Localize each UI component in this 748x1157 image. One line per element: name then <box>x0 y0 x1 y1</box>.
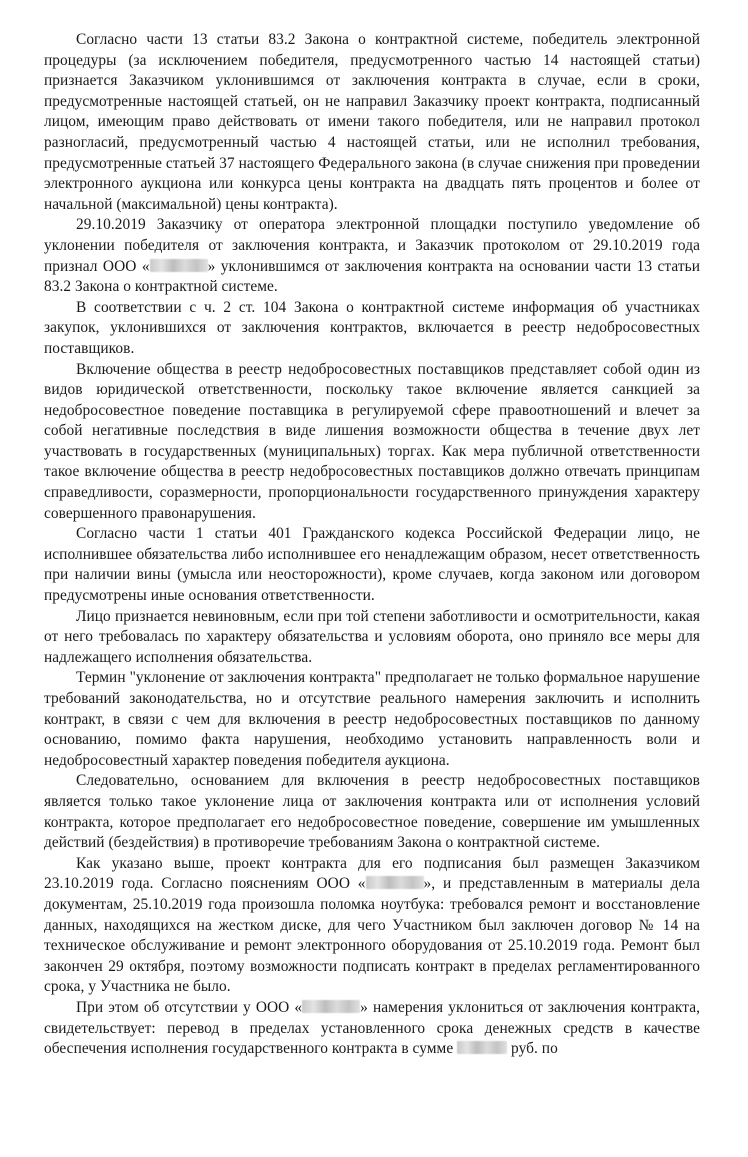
paragraph-text: 29.10.2019 Заказчику от оператора электронной площадки поступило уведомление об уклонении победителя от заключения контракта, и Заказчик протоколом от 29.10.2019 года признал ООО « <box>44 216 700 275</box>
paragraph-text: Согласно части 1 статьи 401 Гражданского кодекса Российской Федерации лицо, не исполнившее обязательства либо исполнившее его ненадлежащим образом, несет ответственность при наличии вины (умысла или неосторожности), кроме случаев, когда законом или договором предусмотрены иные основания ответственности. <box>44 525 700 605</box>
paragraph-text: », и представленным в материалы дела документам, 25.10.2019 года произошла поломка ноутбука: требовался ремонт и восстановление данных, находящихся на жестком диске, для чего Участником был заключен договор № 14 на техническое обслуживание и ремонт электронного оборудования от 25.10.2019 года. Ремонт был закончен 29 октября, поэтому возможности подписать контракт в пределах регламентированного срока, у Участника не было. <box>44 875 700 996</box>
paragraph-text: Следовательно, основанием для включения в реестр недобросовестных поставщиков является только такое уклонение лица от заключения контракта или от исполнения условий контракта, которое предполагает его недобросовестное поведение, совершение им умышленных действий (бездействия) в противоречие требованиям Закона о контрактной системе. <box>44 772 700 852</box>
paragraph-text: Лицо признается невиновным, если при той степени заботливости и осмотрительности, какая от него требовалась по характеру обязательства и условиям оборота, оно приняло все меры для надлежащего исполнения обязательства. <box>44 607 700 666</box>
paragraph-text: Включение общества в реестр недобросовестных поставщиков представляет собой один из видов юридической ответственности, поскольку такое включение является санкцией за недобросовестное поведение поставщика в регулируемой сфере правоотношений и влечет за собой негативные последствия в виде лишения возможности общества в течение двух лет участвовать в государственных (муниципальных) торгах. Как мера публичной ответственности такое включение общества в реестр недобросовестных поставщиков должно отвечать принципам справедливости, соразмерности, пропорциональности государственного принуждения характеру совершенного правонарушения. <box>44 360 700 522</box>
paragraph-text: » уклонившимся от заключения контракта на основании части 13 статьи 83.2 Закона о контрактной системе. <box>44 257 700 296</box>
paragraph-text: руб. по <box>507 1040 558 1058</box>
paragraph-8 <box>44 771 700 853</box>
paragraph-5 <box>44 524 700 606</box>
redacted-company-name <box>150 259 208 272</box>
paragraph-3 <box>44 298 700 360</box>
paragraph-2 <box>44 215 700 297</box>
paragraph-6 <box>44 607 700 669</box>
paragraph-1 <box>44 30 700 215</box>
paragraph-text: В соответствии с ч. 2 ст. 104 Закона о контрактной системе информация об участниках закупок, уклонившихся от заключения контрактов, включается в реестр недобросовестных поставщиков. <box>44 298 700 357</box>
redacted-company-name <box>302 1000 360 1013</box>
paragraph-text: Согласно части 13 статьи 83.2 Закона о контрактной системе, победитель электронной процедуры (за исключением победителя, предусмотренного частью 14 настоящей статьи) признается Заказчиком уклонившимся от заключения контракта в случае, если в сроки, предусмотренные настоящей статьей, он не направил Заказчику проект контракта, подписанный лицом, имеющим право действовать от имени такого победителя, или не направил протокол разногласий, предусмотренный частью 4 настоящей статьи, или не исполнил требования, предусмотренные статьей 37 настоящего Федерального закона (в случае снижения при проведении электронного аукциона или конкурса цены контракта на двадцать пять процентов и более от начальной (максимальной) цены контракта). <box>44 31 700 213</box>
paragraph-text: » намерения уклониться от заключения контракта, свидетельствует: перевод в пределах установленного срока денежных средств в качестве обеспечения исполнения государственного контракта в сумме <box>44 998 700 1058</box>
document-page <box>44 30 700 1140</box>
redacted-amount <box>457 1041 507 1054</box>
paragraph-text: При этом об отсутствии у ООО « <box>76 998 303 1016</box>
paragraph-9 <box>44 854 700 998</box>
paragraph-10 <box>44 998 700 1060</box>
redacted-company-name <box>366 876 424 889</box>
paragraph-text: Как указано выше, проект контракта для его подписания был размещен Заказчиком 23.10.2019 года. Согласно пояснениям ООО « <box>44 854 700 893</box>
paragraph-7 <box>44 668 700 771</box>
paragraph-4 <box>44 360 700 525</box>
paragraph-text: Термин "уклонение от заключения контракта" предполагает не только формальное нарушение требований законодательства, но и отсутствие реального намерения заключить и исполнить контракт, в связи с чем для включения в реестр недобросовестных поставщиков по данному основанию, помимо факта нарушения, необходимо установить направленность воли и недобросовестный характер поведения победителя аукциона. <box>44 669 700 769</box>
